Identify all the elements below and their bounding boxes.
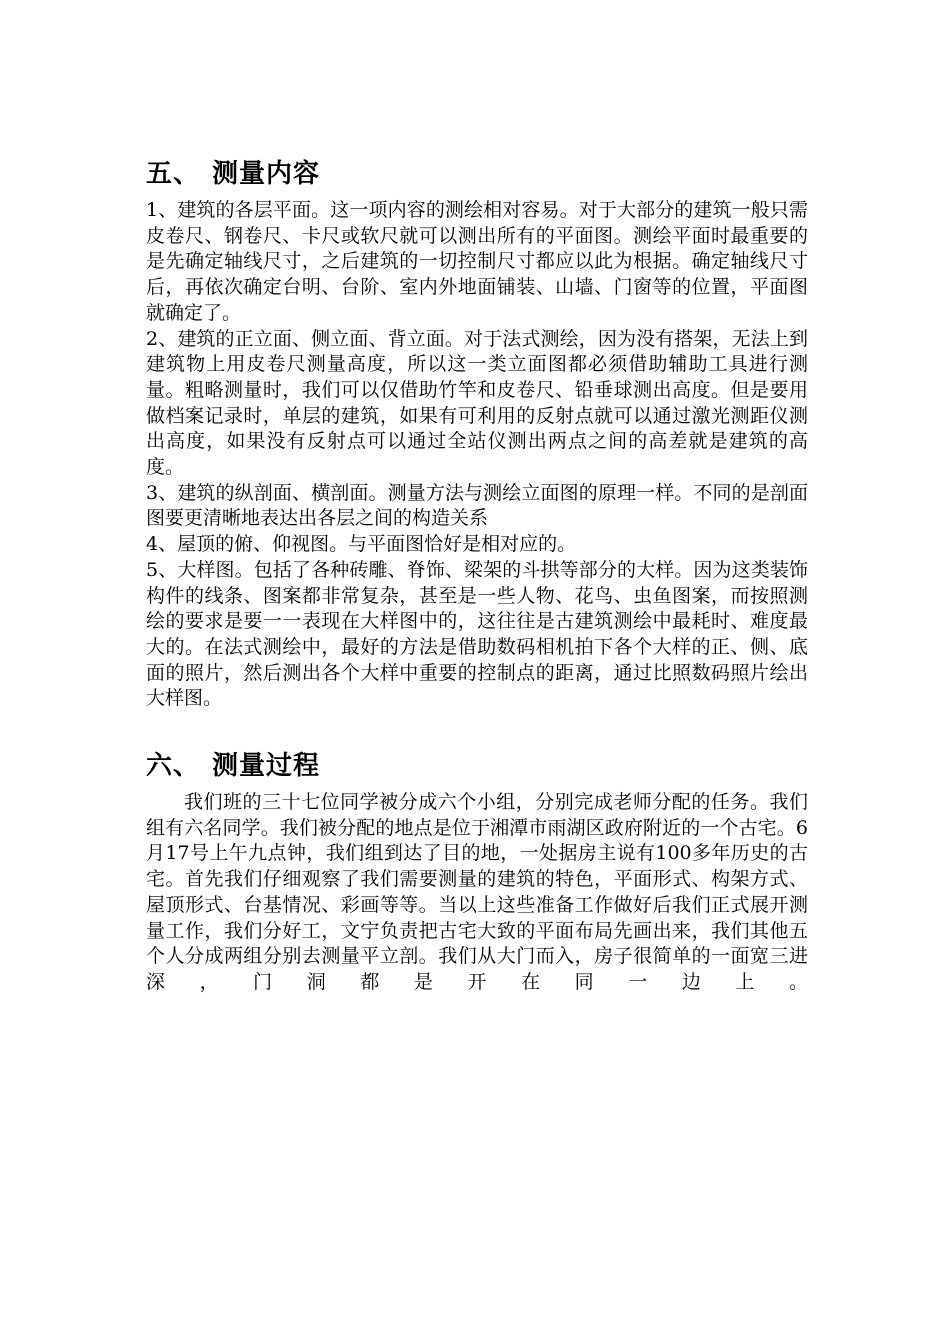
content-item-2: 2、建筑的正立面、侧立面、背立面。对于法式测绘，因为没有搭架，无法上到建筑物上用皮卷尺测量高度，所以这一类立面图都必须借助辅助工具进行测量。粗略测量时，我们可以仅借助竹竿和皮卷尺、铅垂球测出高度。但是要用做档案记录时，单层的建筑，如果有可利用的反射点就可以通过激光测距仪测出高度，如果没有反射点可以通过全站仪测出两点之间的高差就是建筑的高度。 — [146, 327, 808, 479]
content-item-4: 4、屋顶的俯、仰视图。与平面图恰好是相对应的。 — [146, 533, 577, 556]
section-five-title: 测量内容 — [212, 159, 321, 189]
process-paragraph: 我们班的三十七位同学被分成六个小组，分别完成老师分配的任务。我们组有六名同学。我们被分配的地点是位于湘潭市雨湖区政府附近的一个古宅。6月17号上午九点钟，我们组到达了目的地，一处据房主说有100多年历史的古宅。首先我们仔细观察了我们需要测量的建筑的特色，平面形式、构架方式、屋顶形式、台基情况、彩画等等。当以上这些准备工作做好后我们正式展开测量工作，我们分好工，文宁负责把古宅大致的平面布局先画出来，我们其他五个人分成两组分别去测量平立剖。我们从大门而入，房子很简单的一面宽三进深，门洞都是开在同一边上。 — [146, 791, 808, 993]
section-six-title: 测量过程 — [212, 751, 321, 782]
section-six-number: 六、 — [146, 751, 201, 782]
content-item-3: 3、建筑的纵剖面、横剖面。测量方法与测绘立面图的原理一样。不同的是剖面图要更清晰地表达出各层之间的构造关系 — [146, 481, 808, 530]
content-item-1: 1、建筑的各层平面。这一项内容的测绘相对容易。对于大部分的建筑一般只需皮卷尺、钢卷尺、卡尺或软尺就可以测出所有的平面图。测绘平面时最重要的是先确定轴线尺寸，之后建筑的一切控制尺寸都应以此为根据。确定轴线尺寸后，再依次确定台明、台阶、室内外地面铺装、山墙、门窗等的位置，平面图就确定了。 — [146, 199, 808, 324]
section-five-heading — [146, 150, 808, 198]
section-five-number: 五、 — [146, 159, 201, 189]
content-item-5: 5、大样图。包括了各种砖雕、脊饰、梁架的斗拱等部分的大样。因为这类装饰构件的线条、图案都非常复杂，甚至是一些人物、花鸟、虫鱼图案，而按照测绘的要求是要一一表现在大样图中的，这往往是古建筑测绘中最耗时、难度最大的。在法式测绘中，最好的方法是借助数码相机拍下各个大样的正、侧、底面的照片，然后测出各个大样中重要的控制点的距离，通过比照数码照片绘出大样图。 — [146, 558, 808, 710]
section-six-heading — [146, 742, 808, 790]
section-five — [146, 150, 808, 712]
document-page — [146, 150, 808, 996]
section-six — [146, 742, 808, 996]
